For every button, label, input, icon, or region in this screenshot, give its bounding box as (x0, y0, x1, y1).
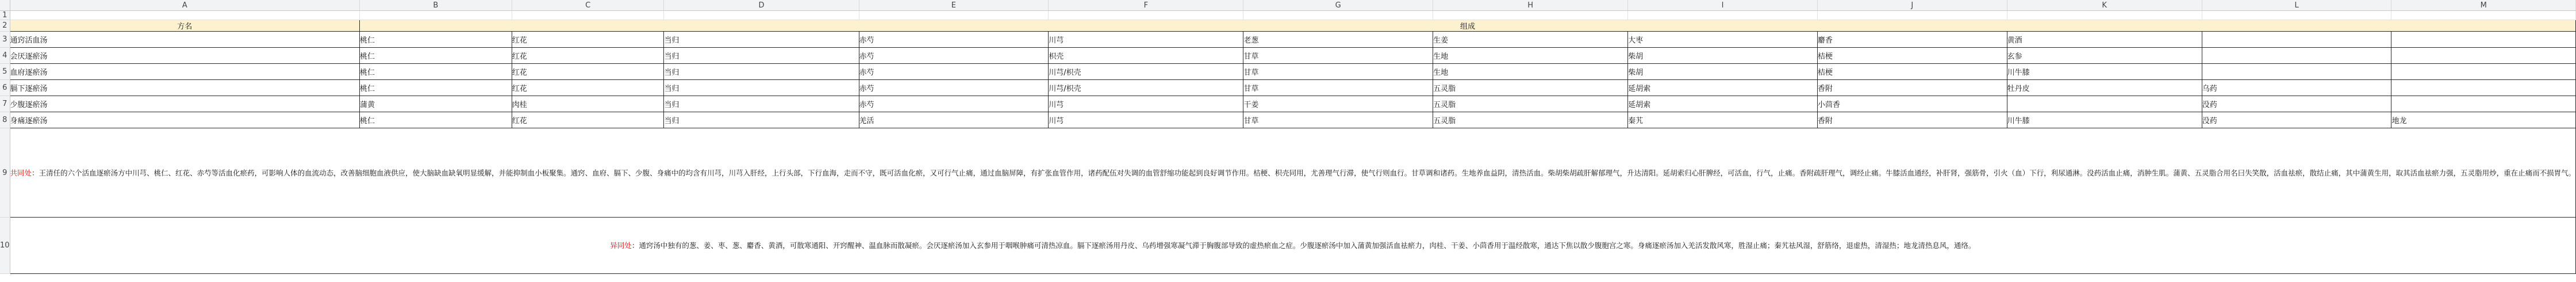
row-header[interactable]: 4 (0, 48, 10, 64)
herb-cell[interactable]: 甘草 (1243, 64, 1433, 80)
formula-name-cell[interactable]: 血府逐瘀汤 (10, 64, 359, 80)
formula-row (0, 32, 2576, 48)
herb-cell[interactable]: 老葱 (1243, 32, 1433, 48)
sheet-row (0, 11, 2576, 20)
differences-cell[interactable] (10, 218, 2576, 274)
herb-cell[interactable]: 赤芍 (859, 32, 1049, 48)
herb-cell[interactable]: 柴胡 (1628, 48, 1818, 64)
formula-name-cell[interactable]: 会厌逐瘀汤 (10, 48, 359, 64)
herb-cell[interactable]: 乌药 (2202, 80, 2391, 96)
herb-cell[interactable]: 红花 (512, 112, 664, 128)
herb-cell[interactable]: 川芎/枳壳 (1049, 80, 1243, 96)
column-header[interactable]: D (664, 0, 859, 11)
row-header[interactable]: 9 (0, 128, 10, 218)
herb-cell[interactable]: 红花 (512, 32, 664, 48)
herb-cell[interactable]: 川芎 (1049, 112, 1243, 128)
empty-cell[interactable] (2202, 11, 2391, 20)
column-header[interactable]: K (2007, 0, 2202, 11)
empty-cell[interactable] (2007, 11, 2202, 20)
herb-cell[interactable]: 没药 (2202, 112, 2391, 128)
herb-cell[interactable]: 延胡索 (1628, 80, 1818, 96)
herb-cell[interactable]: 川芎 (1049, 32, 1243, 48)
composition-header-cell[interactable]: 组成 (360, 20, 2576, 32)
herb-cell[interactable]: 没药 (2202, 96, 2391, 112)
empty-cell[interactable] (859, 11, 1049, 20)
herb-cell[interactable]: 羌活 (859, 112, 1049, 128)
herb-cell[interactable]: 川芎/枳壳 (1049, 64, 1243, 80)
column-header[interactable]: G (1243, 0, 1433, 11)
herb-cell[interactable]: 川芎 (1049, 96, 1243, 112)
formula-name-cell[interactable]: 膈下逐瘀汤 (10, 80, 359, 96)
herb-cell[interactable]: 五灵脂 (1433, 112, 1628, 128)
herb-cell[interactable]: 当归 (664, 96, 859, 112)
herb-cell[interactable]: 桃仁 (360, 64, 512, 80)
herb-cell[interactable]: 桔梗 (1817, 48, 2007, 64)
herb-cell[interactable]: 香附 (1817, 112, 2007, 128)
herb-cell[interactable] (2007, 96, 2202, 112)
herb-cell[interactable]: 蒲黄 (360, 96, 512, 112)
formula-row (0, 96, 2576, 112)
herb-cell[interactable] (2391, 64, 2576, 80)
similarities-cell[interactable] (10, 128, 2576, 218)
herb-cell[interactable]: 当归 (664, 48, 859, 64)
herb-cell[interactable]: 大枣 (1628, 32, 1818, 48)
herb-cell[interactable] (2391, 96, 2576, 112)
herb-cell[interactable] (2202, 32, 2391, 48)
similarities-text: ：王清任的六个活血逐瘀汤方中川芎、桃仁、红花、赤芍等活血化瘀药，可影响人体的血流动态，改善脑细胞血液供应，使大脑缺血缺氧明显缓解，并能抑制血小板聚集。通窍、血府、膈下、少腹、身痛中的均含有川芎，川芎入肝经，上行头部，下行血海，走而不守，既可活血化瘀，又可行气止痛，通过血脑屏障，有扩张血管作用，诸药配伍对失调的血管舒缩功能起到良好调节作用。桔梗、枳壳同用，尤善理气行滞，使气行则血行。甘草调和诸药。生地养血益阴，清热活血。柴胡柴胡疏肝解郁理气，升达清阳。延胡索归心肝脾经，可活血，行气，止痛。香附疏肝理气，调经止痛。牛膝活血通经，补肝肾，强筋骨，引火（血）下行，利尿通淋。没药活血止痛，消肿生肌。蒲黄、五灵脂合用名曰失笑散，活血祛瘀，散结止痛，其中蒲黄生用，取其活血祛瘀力强，五灵脂用炒，重在止痛而不损胃气。 (32, 168, 2576, 177)
row-header[interactable]: 2 (0, 20, 10, 32)
herb-cell[interactable]: 甘草 (1243, 48, 1433, 64)
sheet-row (0, 20, 2576, 32)
formula-name-cell[interactable]: 通窍活血汤 (10, 32, 359, 48)
herb-cell[interactable]: 黄酒 (2007, 32, 2202, 48)
herb-cell[interactable]: 生姜 (1433, 32, 1628, 48)
column-header[interactable]: H (1433, 0, 1628, 11)
formula-row (0, 80, 2576, 96)
herb-cell[interactable]: 延胡索 (1628, 96, 1818, 112)
empty-cell[interactable] (1628, 11, 1818, 20)
herb-cell[interactable]: 红花 (512, 80, 664, 96)
herb-cell[interactable] (2391, 48, 2576, 64)
column-header-row (0, 0, 2576, 11)
herb-cell[interactable]: 当归 (664, 64, 859, 80)
herb-cell[interactable]: 五灵脂 (1433, 96, 1628, 112)
herb-cell[interactable]: 秦艽 (1628, 112, 1818, 128)
row-header[interactable]: 5 (0, 64, 10, 80)
herb-cell[interactable]: 川牛膝 (2007, 64, 2202, 80)
sheet-row (0, 128, 2576, 218)
herb-cell[interactable]: 当归 (664, 112, 859, 128)
sheet-row (0, 218, 2576, 274)
differences-label: 异同处 (610, 241, 632, 250)
empty-cell[interactable] (664, 11, 859, 20)
herb-cell[interactable]: 地龙 (2391, 112, 2576, 128)
herb-cell[interactable]: 柴胡 (1628, 64, 1818, 80)
column-header[interactable]: J (1817, 0, 2007, 11)
column-header[interactable]: C (512, 0, 664, 11)
column-header[interactable]: E (859, 0, 1049, 11)
herb-cell[interactable]: 川牛膝 (2007, 112, 2202, 128)
row-header[interactable]: 7 (0, 96, 10, 112)
formula-name-cell[interactable]: 少腹逐瘀汤 (10, 96, 359, 112)
herb-cell[interactable]: 桃仁 (360, 112, 512, 128)
empty-cell[interactable] (1049, 11, 1243, 20)
herb-cell[interactable]: 牡丹皮 (2007, 80, 2202, 96)
empty-cell[interactable] (360, 11, 512, 20)
formula-row (0, 48, 2576, 64)
herb-cell[interactable]: 当归 (664, 80, 859, 96)
row-header[interactable]: 3 (0, 32, 10, 48)
row-header[interactable]: 1 (0, 11, 10, 20)
column-header[interactable]: B (360, 0, 512, 11)
column-header[interactable]: F (1049, 0, 1243, 11)
herb-cell[interactable] (2202, 64, 2391, 80)
herb-cell[interactable] (2391, 80, 2576, 96)
row-header[interactable]: 8 (0, 112, 10, 128)
herb-cell[interactable]: 赤芍 (859, 48, 1049, 64)
herb-cell[interactable]: 甘草 (1243, 80, 1433, 96)
herb-cell[interactable]: 桔梗 (1817, 64, 2007, 80)
herb-cell[interactable]: 干姜 (1243, 96, 1433, 112)
column-header[interactable]: L (2202, 0, 2391, 11)
empty-cell[interactable] (1243, 11, 1433, 20)
empty-cell[interactable] (2391, 11, 2576, 20)
empty-cell[interactable] (1433, 11, 1628, 20)
herb-cell[interactable]: 红花 (512, 64, 664, 80)
formula-row (0, 64, 2576, 80)
herb-cell[interactable]: 桃仁 (360, 80, 512, 96)
column-header[interactable]: A (10, 0, 359, 11)
column-header[interactable]: I (1628, 0, 1818, 11)
herb-cell[interactable]: 桃仁 (360, 48, 512, 64)
empty-cell[interactable] (10, 11, 359, 20)
herb-cell[interactable]: 赤芍 (859, 64, 1049, 80)
differences-text: ：通窍汤中独有的葱、姜、枣、葱、麝香、黄酒，可散寒通阳、开窍醒神、温血脉而散凝瘀。会厌逐瘀汤加入玄参用于咽喉肿痛可清热凉血。膈下逐瘀汤用丹皮、乌药增强寒凝气滞于胸腹部导致的虚热瘀血之症。少腹逐瘀汤中加入蒲黄加强活血祛瘀力，肉桂、干姜、小茴香用于温经散寒，通达下焦以散少腹胞宫之寒。身痛逐瘀汤加入羌活发散风寒，胜湿止痛；秦艽祛风湿，舒筋络，退虚热，清湿热；地龙清热息风，通络。 (631, 241, 1976, 250)
herb-cell[interactable]: 生地 (1433, 48, 1628, 64)
herb-cell[interactable]: 赤芍 (859, 80, 1049, 96)
herb-cell[interactable]: 肉桂 (512, 96, 664, 112)
herb-cell[interactable] (2391, 32, 2576, 48)
empty-cell[interactable] (512, 11, 664, 20)
herb-cell[interactable]: 红花 (512, 48, 664, 64)
herb-cell[interactable]: 枳壳 (1049, 48, 1243, 64)
herb-cell[interactable]: 麝香 (1817, 32, 2007, 48)
select-all-corner[interactable] (0, 0, 10, 11)
herb-cell[interactable]: 桃仁 (360, 32, 512, 48)
herb-cell[interactable]: 当归 (664, 32, 859, 48)
herb-cell[interactable]: 五灵脂 (1433, 80, 1628, 96)
herb-cell[interactable]: 香附 (1817, 80, 2007, 96)
empty-cell[interactable] (1817, 11, 2007, 20)
row-header[interactable]: 10 (0, 218, 10, 274)
row-header[interactable]: 6 (0, 80, 10, 96)
similarities-label: 共同处 (10, 168, 32, 177)
formula-name-cell[interactable]: 身痛逐瘀汤 (10, 112, 359, 128)
herb-cell[interactable]: 生地 (1433, 64, 1628, 80)
herb-cell[interactable]: 甘草 (1243, 112, 1433, 128)
herb-cell[interactable]: 赤芍 (859, 96, 1049, 112)
herb-cell[interactable] (2202, 48, 2391, 64)
herb-cell[interactable]: 小茴香 (1817, 96, 2007, 112)
name-header-cell[interactable]: 方名 (10, 20, 359, 32)
herb-cell[interactable]: 玄参 (2007, 48, 2202, 64)
column-header[interactable]: M (2391, 0, 2576, 11)
formula-row (0, 112, 2576, 128)
